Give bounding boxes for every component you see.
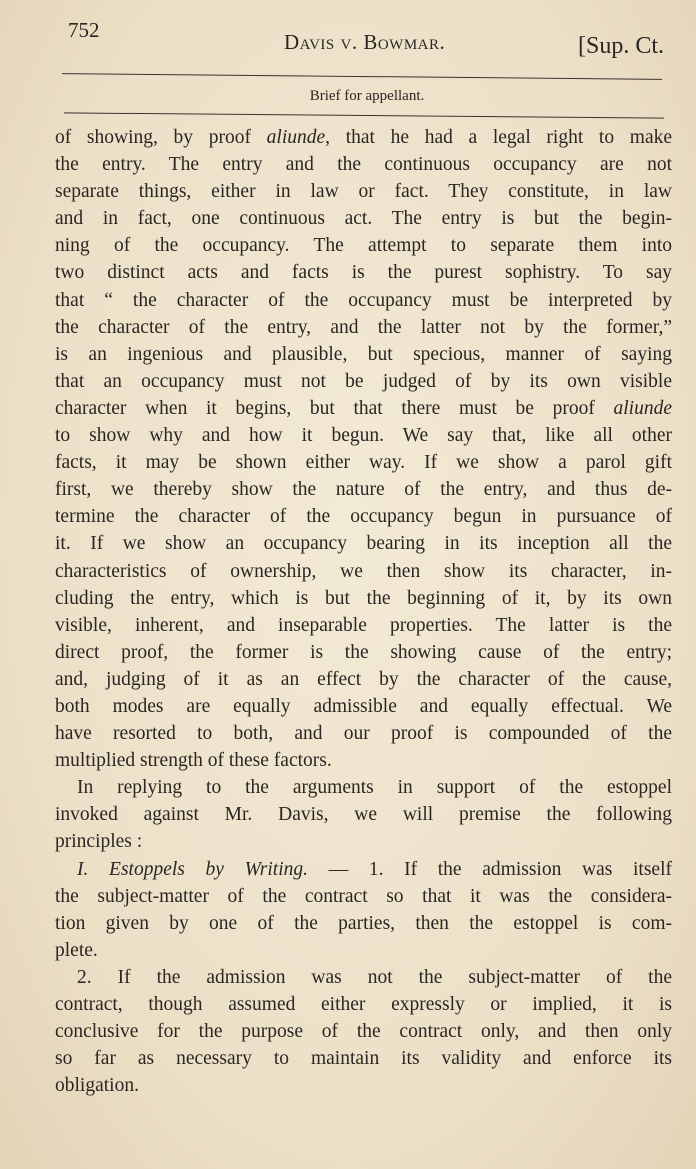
text-segment: to show why and how it begun. We say that, like all other <box>55 425 672 447</box>
text-segment: direct proof, the former is the showing cause of the entry; <box>55 641 672 663</box>
running-head: Davis v. Bowmar. <box>284 30 446 54</box>
text-segment: first, we thereby show the nature of the entry, and thus de- <box>55 479 672 501</box>
text-line <box>55 314 672 341</box>
text-line <box>55 368 672 395</box>
text-segment: separate things, either in law or fact. They constitute, in law <box>55 181 672 203</box>
text-line <box>55 937 672 964</box>
text-line <box>55 395 672 422</box>
text-segment: character when it begins, but that there must be proof <box>55 397 614 419</box>
header-rule-bottom <box>64 112 664 118</box>
text-line <box>55 449 672 476</box>
text-line <box>55 530 672 557</box>
text-line <box>55 341 672 368</box>
subheading: Brief for appellant. <box>309 88 425 104</box>
text-segment: visible, inherent, and inseparable properties. The latter is the <box>55 614 672 636</box>
text-segment: obligation. <box>55 1075 139 1097</box>
court-label: [Sup. Ct. <box>578 33 665 59</box>
text-segment: it. If we show an occupancy bearing in its inception all the <box>55 533 672 555</box>
italic-text: aliunde <box>266 127 326 148</box>
text-segment: the character of the entry, and the latter not by the former,” <box>55 316 672 338</box>
text-segment: both modes are equally admissible and equally effectual. We <box>55 695 672 717</box>
text-line <box>55 612 672 639</box>
text-line <box>55 585 672 612</box>
text-line <box>55 693 672 720</box>
text-line <box>55 991 672 1018</box>
text-line <box>55 1018 672 1045</box>
text-line <box>55 1045 672 1072</box>
text-line <box>55 558 672 585</box>
page-number: 752 <box>68 18 100 42</box>
text-line <box>55 747 672 774</box>
text-line <box>55 205 672 232</box>
body-text <box>55 124 672 1099</box>
text-line <box>55 774 672 801</box>
text-segment: the entry. The entry and the continuous occupancy are not <box>55 154 672 176</box>
text-line <box>55 883 672 910</box>
header-rule-top <box>62 73 662 80</box>
text-segment: ning of the occupancy. The attempt to separate them into <box>55 235 672 257</box>
text-segment: tion given by one of the parties, then the estoppel is com- <box>55 912 672 934</box>
text-segment: and in fact, one continuous act. The entry is but the begin- <box>55 208 672 230</box>
text-segment: plete. <box>55 939 98 961</box>
text-segment: 2. If the admission was not the subject-matter of the <box>77 966 672 988</box>
text-segment: multiplied strength of these factors. <box>55 750 332 772</box>
text-segment: and, judging of it as an effect by the character of the cause, <box>55 668 672 690</box>
text-line <box>55 287 672 314</box>
text-segment: termine the character of the occupancy begun in pursuance of <box>55 506 672 528</box>
text-segment: , that he had a legal right to make <box>325 127 673 148</box>
text-segment: principles : <box>55 831 143 853</box>
text-segment: facts, it may be shown either way. If we show a parol gift <box>55 452 672 474</box>
text-line <box>55 422 672 449</box>
text-segment: that an occupancy must not be judged of by its own visible <box>55 370 672 392</box>
text-line <box>55 1072 672 1099</box>
text-segment: two distinct acts and facts is the purest sophistry. To say <box>55 262 672 284</box>
italic-text: I. Estoppels by Writing. <box>77 858 308 880</box>
text-line <box>55 801 672 828</box>
text-line <box>55 964 672 991</box>
text-line <box>55 503 672 530</box>
text-line <box>55 639 672 666</box>
text-segment: conclusive for the purpose of the contract only, and then only <box>55 1021 672 1043</box>
text-line <box>55 666 672 693</box>
text-line <box>55 151 672 178</box>
text-line <box>55 232 672 259</box>
text-line <box>55 720 672 747</box>
text-segment: — 1. If the admission was itself <box>307 858 672 880</box>
text-segment: invoked against Mr. Davis, we will premise the following <box>55 804 672 826</box>
text-segment: of showing, by proof <box>55 127 267 148</box>
text-line <box>55 178 672 205</box>
text-segment: characteristics of ownership, we then show its character, in- <box>55 560 672 582</box>
text-segment: contract, though assumed either expressly or implied, it is <box>55 994 672 1015</box>
text-segment: In replying to the arguments in support of the estoppel <box>77 777 672 799</box>
text-segment: so far as necessary to maintain its validity and enforce its <box>55 1048 672 1070</box>
text-segment: have resorted to both, and our proof is compounded of the <box>55 723 672 745</box>
text-line <box>55 910 672 937</box>
text-segment: is an ingenious and plausible, but specious, manner of saying <box>55 343 672 365</box>
text-line <box>55 124 672 151</box>
text-segment: cluding the entry, which is but the beginning of it, by its own <box>55 587 672 609</box>
text-line <box>55 259 672 286</box>
italic-text: aliunde <box>613 397 672 419</box>
text-line <box>55 856 672 883</box>
text-segment: that “ the character of the occupancy must be interpreted by <box>55 289 672 311</box>
text-segment: the subject-matter of the contract so that it was the considera- <box>55 885 672 907</box>
text-line <box>55 476 672 503</box>
text-line <box>55 828 672 855</box>
